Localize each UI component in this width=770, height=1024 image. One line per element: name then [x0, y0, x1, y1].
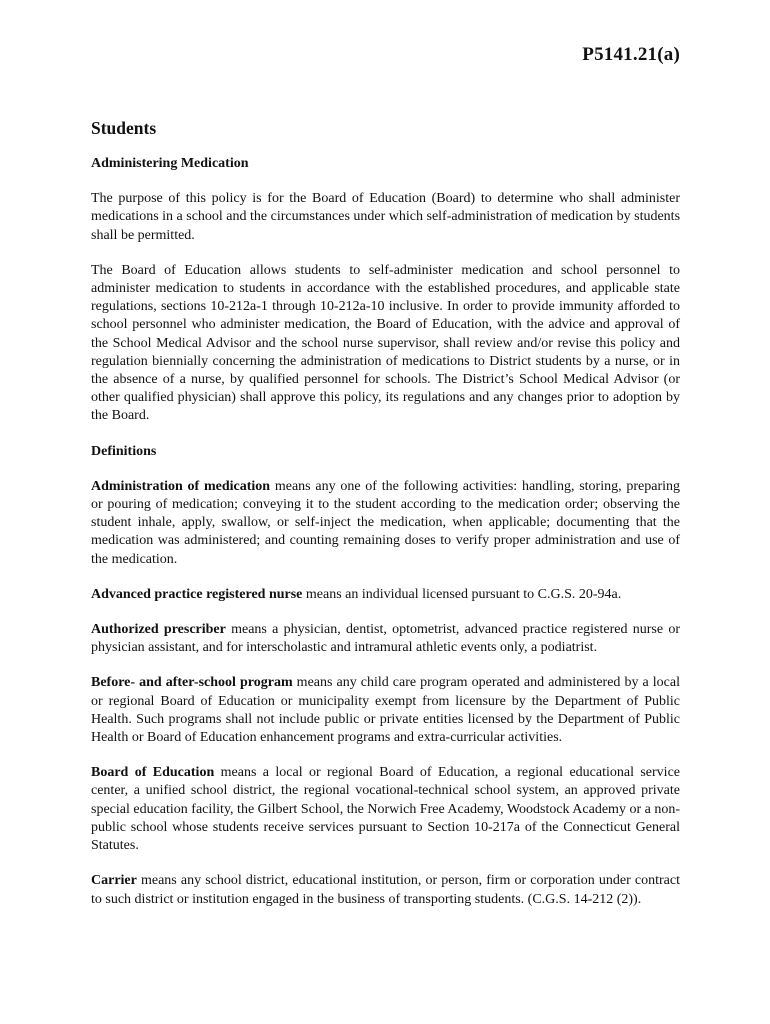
definition-text: means any child care program operated and administered by a local or regional Board of Education or municipality exempt from licensure by the Department of Public Health. Such programs shall not include public or private entities licensed by the Department of Public Health or Board of Education enhancement programs and extra-curricular activities. [91, 675, 680, 746]
definition-text: means a physician, dentist, optometrist, advanced practice registered nurse or physician assistant, and for interscholastic and intramural athletic events only, a podiatrist. [91, 622, 680, 656]
policy-code: P5141.21(a) [582, 44, 680, 65]
definition-item [91, 674, 680, 747]
definition-item [91, 586, 680, 604]
definition-text: means any school district, educational institution, or person, firm or corporation under contract to such district or institution engaged in the business of transporting students. (C.G.S. 14-212 (2)). [91, 873, 680, 907]
definition-item [91, 764, 680, 855]
document-body [91, 155, 680, 926]
definition-item [91, 872, 680, 908]
definition-term: Administration of medication [91, 478, 271, 494]
definition-text: means a local or regional Board of Education, a regional educational service center, a unified school district, the regional vocational-technical school system, an approved private special education facility, the Gilbert School, the Norwich Free Academy, Woodstock Academy or a non-public school whose students receive services pursuant to Section 10-217a of the Connecticut General Statutes. [91, 765, 680, 854]
intro-paragraph: The Board of Education allows students to self-administer medication and school personnel to administer medication to students in accordance with the established procedures, and applicable state regulations, sections 10-212a-1 through 10-212a-10 inclusive. In order to provide immunity afforded to school personnel who administer medication, the Board of Education, with the advice and approval of the School Medical Advisor and the school nurse supervisor, shall review and/or revise this policy and regulation biennially concerning the administration of medications to District students by a nurse, or in the absence of a nurse, by qualified personnel for schools. The District’s School Medical Advisor (or other qualified physician) shall approve this policy, its regulations and any changes prior to adoption by the Board. [91, 262, 680, 424]
section-title: Students [91, 118, 157, 138]
definition-term: Advanced practice registered nurse [91, 586, 303, 602]
definition-item [91, 478, 680, 569]
intro-paragraph: The purpose of this policy is for the Board of Education (Board) to determine who shall administer medications in a school and the circumstances under which self-administration of medication by students shall be permitted. [91, 191, 681, 243]
definitions-heading: Definitions [91, 443, 157, 459]
subsection-heading: Administering Medication [91, 156, 249, 171]
definition-term: Board of Education [91, 765, 215, 781]
definition-text: means any one of the following activities: handling, storing, preparing or pouring of medication; conveying it to the student according to the medication order; observing the student inhale, apply, swallow, or self-inject the medication, when applicable; documenting that the medication was administered; and counting remaining doses to verify proper administration and use of the medication. [91, 478, 680, 567]
definition-item [91, 621, 680, 657]
definition-term: Before- and after-school program [91, 675, 293, 691]
definition-term: Authorized prescriber [91, 622, 226, 638]
definition-text: means an individual licensed pursuant to C.G.S. 20-94a. [302, 586, 622, 602]
definition-term: Carrier [91, 873, 137, 889]
